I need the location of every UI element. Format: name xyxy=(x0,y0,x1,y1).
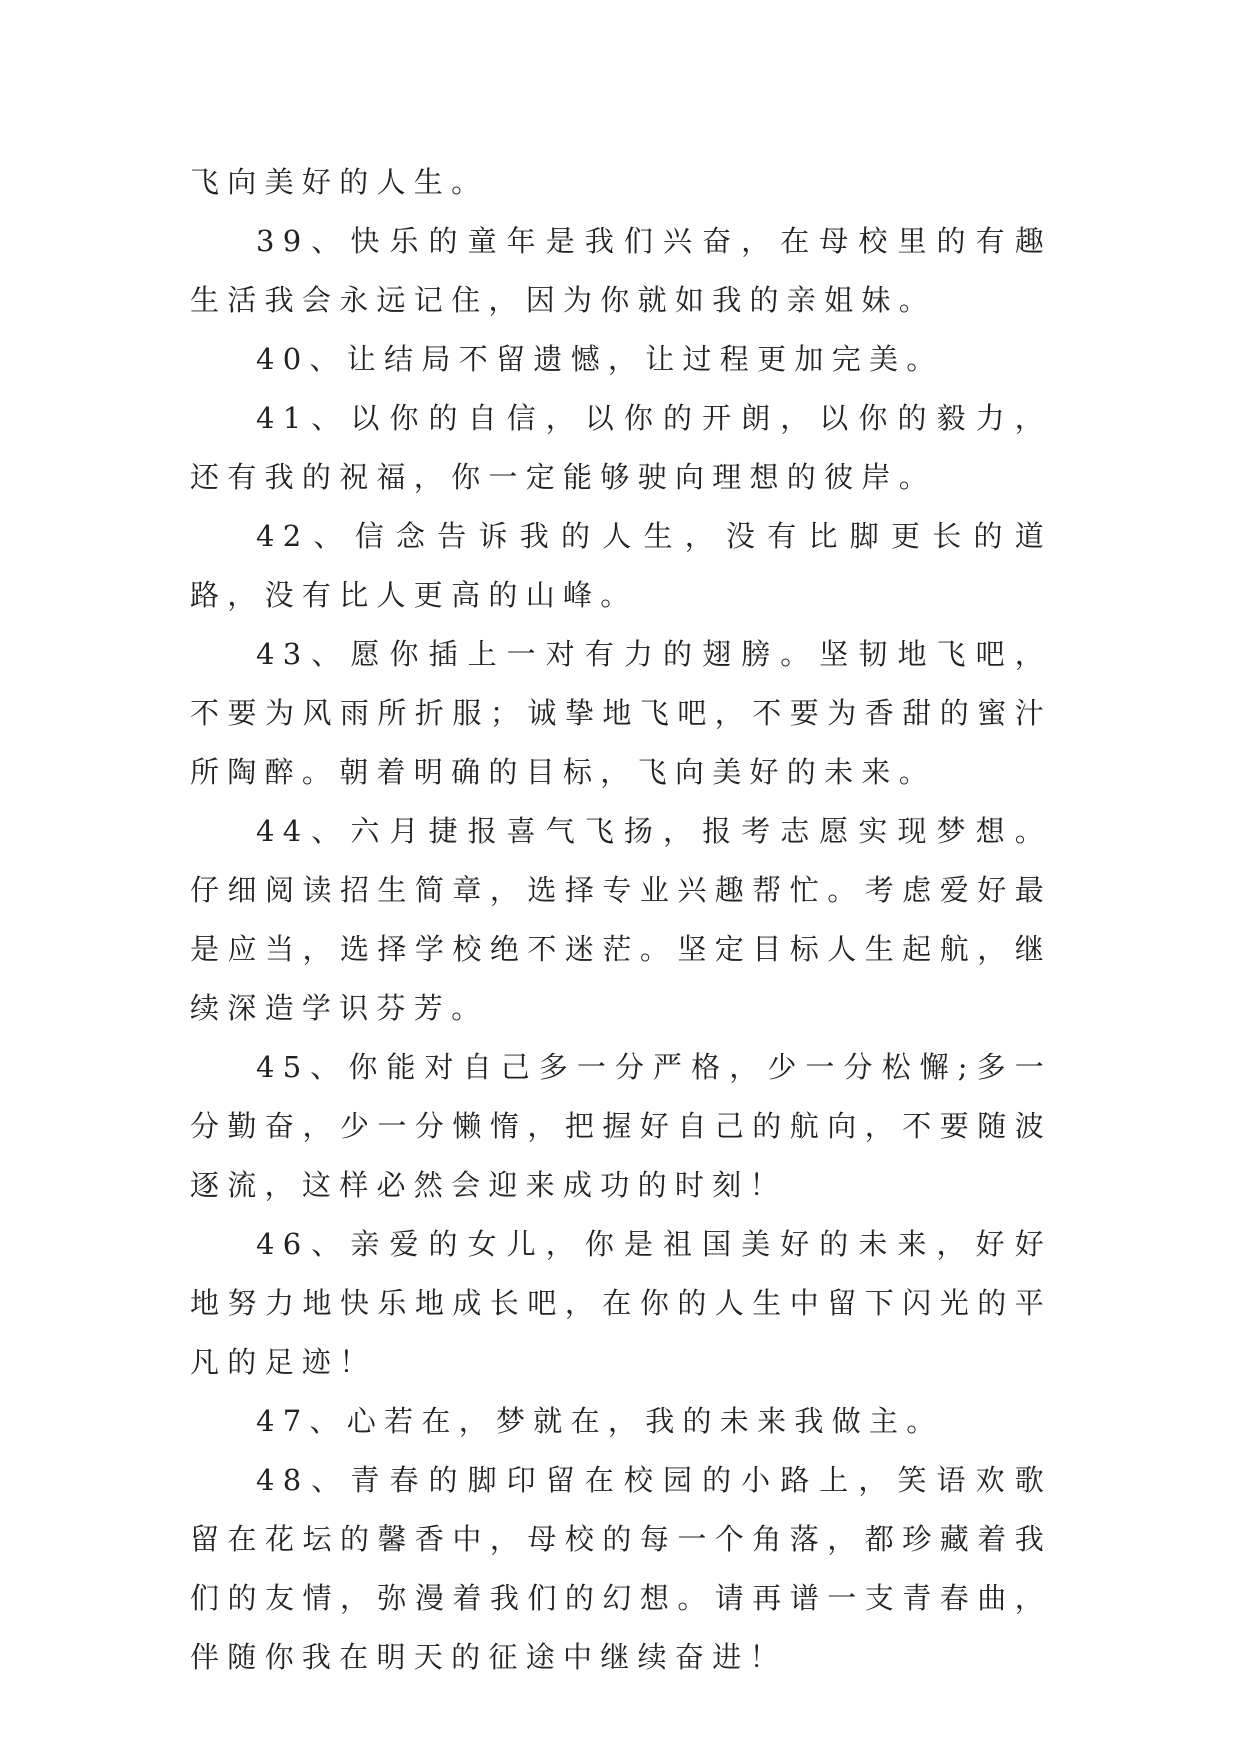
document-body xyxy=(190,153,1052,1687)
paragraph-40: 40、让结局不留遗憾，让过程更加完美。 xyxy=(256,342,944,376)
paragraph-45: 45、你能对自己多一分严格，少一分松懈;多一分勤奋，少一分懒惰，把握好自己的航向，不要随波逐流，这样必然会迎来成功的时刻！ xyxy=(190,1050,1052,1202)
paragraph-42: 42、信念告诉我的人生，没有比脚更长的道路，没有比人更高的山峰。 xyxy=(190,519,1052,612)
document-page xyxy=(190,0,1052,1754)
paragraph-43: 43、愿你插上一对有力的翅膀。坚韧地飞吧，不要为风雨所折服；诚挚地飞吧，不要为香甜的蜜汁所陶醉。朝着明确的目标，飞向美好的未来。 xyxy=(190,637,1052,789)
paragraph-46: 46、亲爱的女儿，你是祖国美好的未来，好好地努力地快乐地成长吧，在你的人生中留下闪光的平凡的足迹！ xyxy=(190,1227,1052,1379)
paragraph-47: 47、心若在，梦就在，我的未来我做主。 xyxy=(256,1404,944,1438)
paragraph-44: 44、六月捷报喜气飞扬，报考志愿实现梦想。仔细阅读招生简章，选择专业兴趣帮忙。考虑爱好最是应当，选择学校绝不迷茫。坚定目标人生起航，继续深造学识芬芳。 xyxy=(190,814,1052,1025)
continuation-paragraph: 飞向美好的人生。 xyxy=(190,165,489,199)
paragraph-48: 48、青春的脚印留在校园的小路上，笑语欢歌留在花坛的馨香中，母校的每一个角落，都珍藏着我们的友情，弥漫着我们的幻想。请再谱一支青春曲，伴随你我在明天的征途中继续奋进！ xyxy=(190,1463,1052,1674)
paragraph-41: 41、以你的自信，以你的开朗，以你的毅力，还有我的祝福，你一定能够驶向理想的彼岸。 xyxy=(190,401,1052,494)
paragraph-39: 39、快乐的童年是我们兴奋，在母校里的有趣生活我会永远记住，因为你就如我的亲姐妹。 xyxy=(190,224,1052,317)
